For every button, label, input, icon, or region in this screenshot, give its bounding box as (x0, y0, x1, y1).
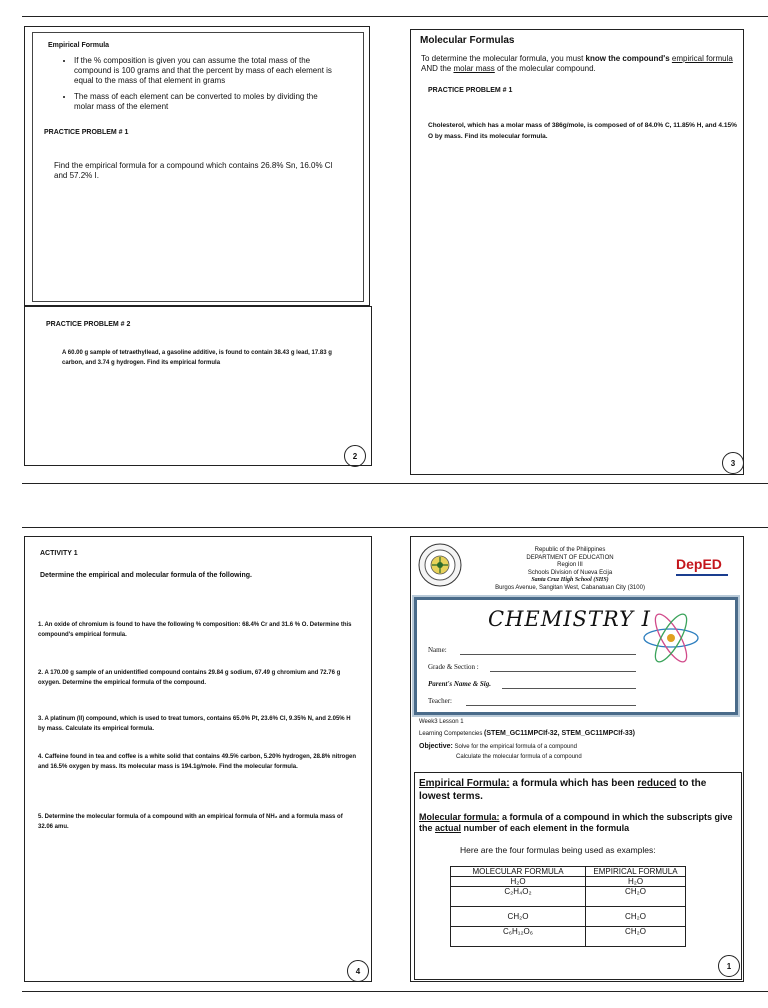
table-cell: C₆H₁₂O₆ (451, 927, 586, 947)
page1-number: 1 (718, 955, 740, 977)
field-name-line (460, 654, 636, 655)
header-line: Burgos Avenue, Sangitan West, Cabanatuan City (3100) (495, 584, 645, 591)
deped-logo-text: DepED (676, 556, 722, 572)
table-header: MOLECULAR FORMULA (451, 867, 586, 877)
activity-item-5: 5. Determine the molecular formula of a compound with an empirical formula of NH₂ and a formula mass of 32.06 amu. (38, 814, 343, 831)
activity-item-3: 3. A platinum (II) compound, which is used to treat tumors, contains 65.0% Pt, 23.6% Cl, 9.35% N, and 2.05% H by mass. Calculate its empirical formula. (38, 716, 351, 733)
page3-practice-text: Cholesterol, which has a molar mass of 386g/mole, is composed of of 84.0% C, 11.85% H, and 4.15% O by mass. Find its molecular formula. (428, 122, 737, 141)
intro-text: To determine the molecular formula, you must (421, 54, 584, 63)
field-parent-line (502, 688, 636, 689)
page2-number: 2 (344, 445, 366, 467)
page2-practice2-title: PRACTICE PROBLEM # 2 (46, 321, 131, 328)
def-empirical: Empirical Formula: a formula which has been reduced to the lowest terms. (419, 778, 707, 802)
table-cell: CH₂O (451, 907, 586, 927)
field-teacher-label: Teacher: (428, 697, 452, 705)
page3-intro (421, 54, 737, 74)
page3-box (410, 29, 744, 475)
bottom-rule (22, 991, 768, 992)
school-header (470, 547, 670, 592)
page2-heading: Empirical Formula (48, 42, 110, 49)
top-rule (22, 16, 768, 17)
def-molecular: Molecular formula: a formula of a compound in which the subscripts give the actual number of each element in the formula (419, 812, 733, 834)
page3-number: 3 (722, 452, 744, 474)
table-cell: CH₂O (586, 927, 686, 947)
header-line: Santa Cruz High School (SHS) (531, 577, 609, 583)
atom-icon (640, 613, 702, 663)
bullet-item: • The mass of each element can be converted to moles by dividing the molar mass of the element (74, 92, 336, 112)
intro-underline-1: empirical formula (671, 54, 733, 63)
intro-bold: know the compound's (585, 54, 670, 63)
activity-item-2: 2. A 170.00 g sample of an unidentified compound contains 29.84 g sodium, 67.49 g chromium and 72.76 g oxygen. Determine the empirical formula of the compound. (38, 670, 341, 687)
page2-bullets (56, 56, 336, 118)
page4-number: 4 (347, 960, 369, 982)
activity-item-4: 4. Caffeine found in tea and coffee is a white solid that contains 49.5% carbon, 5.20% hydrogen, 28.8% nitrogen and 16.5% oxygen by mass. Its molecular mass is 194.1g/mole. Find the molecular formula. (38, 754, 356, 771)
objective: Objective: Solve for the empirical formula of a compound (419, 743, 577, 750)
intro-and: AND the (421, 64, 452, 73)
mid-rule-bottom-half (22, 527, 768, 528)
objective-2: Calculate the molecular formula of a compound (456, 754, 582, 760)
competencies: Learning Competencies (STEM_GC11MPCIf-32, STEM_GC11MPCIf-33) (419, 730, 635, 737)
activity-title: ACTIVITY 1 (40, 550, 78, 557)
page3-practice-title: PRACTICE PROBLEM # 1 (428, 87, 513, 94)
field-grade-line (490, 671, 636, 672)
page2-practice1-text: Find the empirical formula for a compound which contains 26.8% Sn, 16.0% Cl and 57.2% I. (54, 161, 333, 180)
field-parent-label: Parent's Name & Sig. (428, 680, 492, 688)
field-grade-label: Grade & Section : (428, 663, 479, 671)
page2-box-lower (24, 306, 372, 466)
table-cell: CH₂O (586, 907, 686, 927)
mid-rule-top-half (22, 483, 768, 484)
formula-table-grid (450, 866, 686, 947)
header-line: Schools Division of Nueva Ecija (527, 569, 613, 576)
intro-underline-2: molar mass (453, 64, 495, 73)
bullet-item: • If the % composition is given you can assume the total mass of the compound is 100 grams and that the percent by mass of each element is equal to the mass of that element in grams (74, 56, 336, 86)
header-line: Republic of the Philippines (534, 547, 606, 553)
table-cell: H₂O (586, 877, 686, 887)
table-cell: CH₂O (586, 887, 686, 907)
page3-heading: Molecular Formulas (420, 35, 515, 46)
activity-instruction: Determine the empirical and molecular formula of the following. (40, 572, 252, 579)
header-line: DEPARTMENT OF EDUCATION (526, 554, 614, 561)
table-header: EMPIRICAL FORMULA (586, 867, 686, 877)
table-cell: C₂H₄O₂ (451, 887, 586, 907)
page2-practice2-text: A 60.00 g sample of tetraethyllead, a gasoline additive, is found to contain 38.43 g lead, 17.83 g carbon, and 3.74 g hydrogen. Find its empirical formula (62, 350, 332, 367)
intro-end: of the molecular compound. (497, 64, 596, 73)
deped-logo (676, 556, 722, 574)
field-teacher-line (466, 705, 636, 706)
field-name-label: Name: (428, 646, 447, 654)
page2-practice1-title: PRACTICE PROBLEM # 1 (44, 129, 129, 136)
formula-table (450, 866, 686, 947)
deped-logo-underline (676, 574, 728, 576)
activity-item-1: 1. An oxide of chromium is found to have the following % composition: 68.4% Cr and 31.6 % O. Determine this compound's empirical formula. (38, 622, 352, 639)
examples-intro: Here are the four formulas being used as examples: (460, 845, 656, 855)
week-label: Week3 Lesson 1 (419, 719, 464, 725)
cover-title: CHEMISTRY I (488, 607, 651, 631)
header-line: Region III (557, 562, 583, 568)
school-seal-icon (418, 543, 462, 587)
table-cell: H₂O (451, 877, 586, 887)
